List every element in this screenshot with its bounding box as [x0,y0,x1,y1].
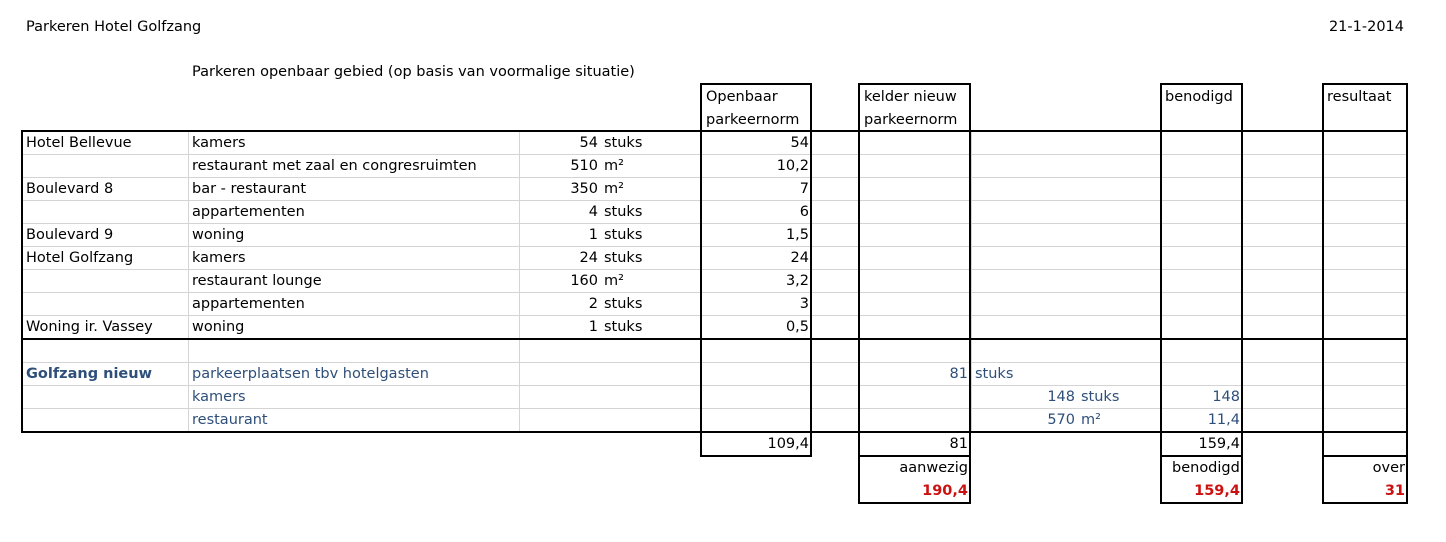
row-unit: stuks [604,227,643,243]
nieuw-location: Golfzang nieuw [26,366,152,382]
row-benodigd: 148 [1212,389,1240,405]
row-description: bar - restaurant [192,181,307,197]
row-openbaar-norm: 1,5 [785,227,809,243]
row-location: Woning ir. Vassey [26,319,153,335]
row-openbaar-norm: 10,2 [776,158,809,174]
date: 21-1-2014 [1328,19,1404,35]
row-quantity: 510 [570,158,598,174]
row-location: Boulevard 9 [26,227,114,243]
row-quantity: 24 [579,250,598,266]
row-openbaar-norm: 0,5 [785,319,809,335]
row-quantity: 4 [588,204,598,220]
row-description: parkeerplaatsen tbv hotelgasten [192,366,429,382]
row-unit: stuks [604,204,643,220]
row-description: kamers [192,389,246,405]
row-description: kamers [192,250,246,266]
row-unit: m² [1081,412,1101,428]
total-kelder: 81 [949,436,968,452]
page-title: Parkeren Hotel Golfzang [26,19,202,35]
row-description: woning [192,319,245,335]
row-kelder-norm: 81 [949,366,968,382]
row-description: kamers [192,135,246,151]
row-description: appartementen [192,296,305,312]
header-openbaar-norm: parkeernorm [706,112,800,128]
header-kelder-norm: parkeernorm [864,112,958,128]
total-benodigd: 159,4 [1198,436,1240,452]
total-openbaar: 109,4 [767,436,809,452]
row-unit: stuks [604,250,643,266]
row-unit: stuks [604,135,643,151]
row-quantity: 160 [570,273,598,289]
over-label: over [1372,460,1405,476]
benodigd-label: benodigd [1172,460,1240,476]
over-value: 31 [1384,483,1405,499]
subtitle: Parkeren openbaar gebied (op basis van voormalige situatie) [192,64,635,80]
row-openbaar-norm: 24 [790,250,809,266]
row-unit: m² [604,181,624,197]
row-quantity: 2 [588,296,598,312]
row-location: Hotel Golfzang [26,250,134,266]
row-unit: stuks [604,319,643,335]
row-description: woning [192,227,245,243]
aanwezig-value: 190,4 [922,483,968,499]
row-quantity: 570 [1047,412,1075,428]
row-location: Hotel Bellevue [26,135,132,151]
row-location: Boulevard 8 [26,181,114,197]
row-openbaar-norm: 54 [790,135,809,151]
row-quantity: 54 [579,135,598,151]
header-kelder: kelder nieuw [864,89,957,105]
header-benodigd: benodigd [1165,89,1233,105]
benodigd-value: 159,4 [1194,483,1240,499]
row-openbaar-norm: 3 [799,296,809,312]
row-unit: stuks [604,296,643,312]
row-description: restaurant [192,412,268,428]
row-description: appartementen [192,204,305,220]
header-openbaar: Openbaar [706,89,778,105]
header-resultaat: resultaat [1327,89,1392,105]
row-benodigd: 11,4 [1207,412,1240,428]
row-quantity: 148 [1047,389,1075,405]
row-quantity: 1 [588,227,598,243]
aanwezig-label: aanwezig [899,460,968,476]
row-unit: m² [604,273,624,289]
row-openbaar-norm: 6 [799,204,809,220]
row-unit: stuks [1081,389,1120,405]
row-openbaar-norm: 3,2 [785,273,809,289]
row-kelder-unit: stuks [975,366,1014,382]
row-openbaar-norm: 7 [799,181,809,197]
row-description: restaurant met zaal en congresruimten [192,158,477,174]
row-quantity: 350 [570,181,598,197]
row-quantity: 1 [588,319,598,335]
row-unit: m² [604,158,624,174]
row-description: restaurant lounge [192,273,322,289]
